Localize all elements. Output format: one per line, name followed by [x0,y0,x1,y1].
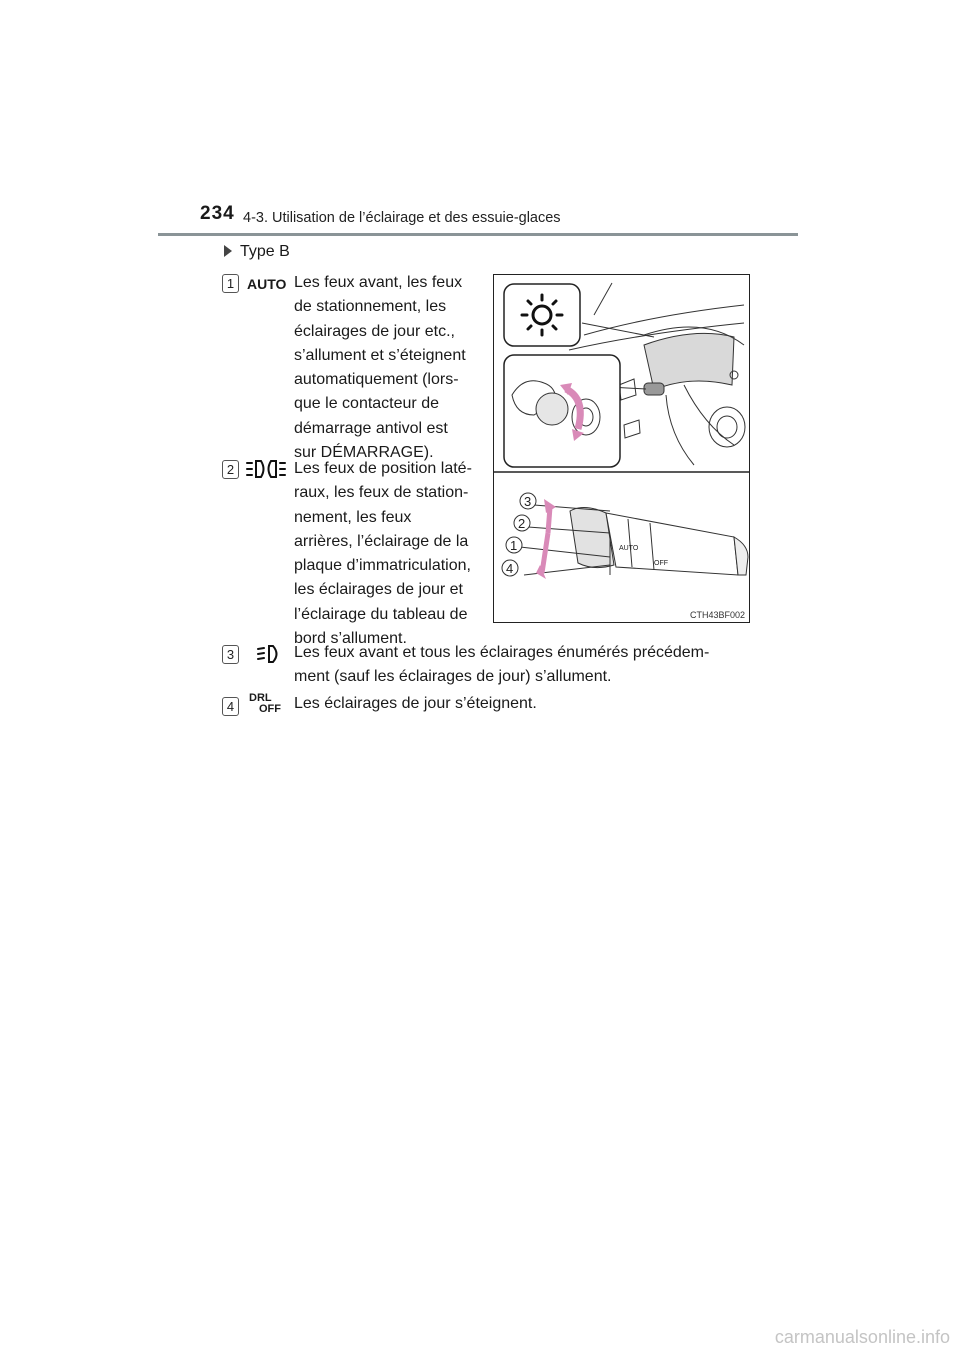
subheading-text: Type B [240,243,290,260]
item-1-text: Les feux avant, les feux de stationnement, les éclairages de jour etc., s’allument et s’éteignent automatiquement (lors- que le contacteur de démarrage antivol est sur DÉMARRAGE). [294,274,466,462]
section-title: 4-3. Utilisation de l’éclairage et des essuie-glaces [243,210,561,226]
auto-headlight-icon: AUTO [247,276,287,292]
watermark: carmanualsonline.info [774,1327,950,1347]
figure-caption: CTH43BF002 [689,610,745,620]
svg-text:1: 1 [510,538,518,553]
page-number: 234 [200,203,235,224]
item-number-1: 1 [222,274,239,293]
item-number-4: 4 [222,697,239,716]
item-4-text: Les éclairages de jour s’éteignent. [294,695,537,712]
item-2-text: Les feux de position laté- raux, les feux de station- nement, les feux arrières, l’éclairage de la plaque d’immatriculation, les éclairages de jour et l’éclairage du tableau de bord s’allument. [294,460,472,648]
item-number-2: 2 [222,460,239,479]
switch-label-off: OFF [654,560,668,567]
side-marker-lights-icon [245,458,287,485]
subheading [224,243,290,261]
svg-text:3: 3 [524,494,532,509]
item-3-text: Les feux avant et tous les éclairages énumérés précédem- ment (sauf les éclairages de jour) s’allument. [294,644,710,686]
sun-icon [522,295,562,335]
svg-text:4: 4 [506,561,514,576]
item-number-3: 3 [222,645,239,664]
switch-label-auto: AUTO [619,545,639,552]
drl-off-icon: DRL OFF [249,692,281,715]
headlight-switch-figure [493,274,750,623]
page-header [158,203,798,235]
svg-text:2: 2 [518,516,526,531]
dashboard-illustration [494,275,749,622]
header-rule [158,233,798,236]
triangle-bullet-icon [224,245,232,257]
headlight-icon [257,643,281,670]
